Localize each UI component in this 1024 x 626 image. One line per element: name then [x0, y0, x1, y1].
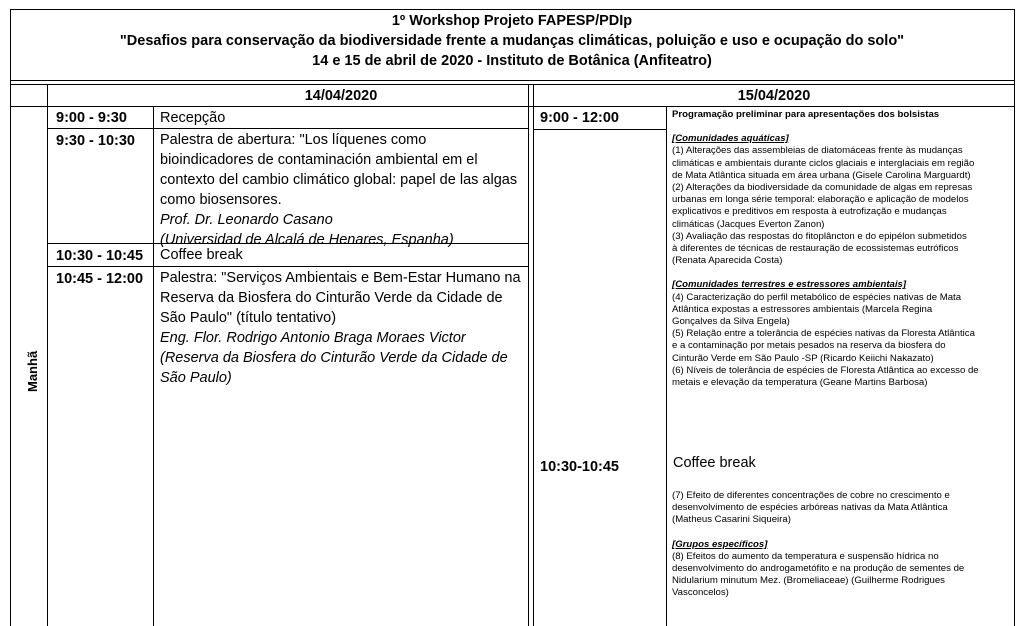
- program-line: (4) Caracterização do perfil metabólico de espécies nativas de Mata: [672, 291, 962, 303]
- day1-row2-activity: [160, 130, 517, 250]
- program-line: desenvolvimento de espécies arbóreas nativas da Mata Atlântica: [672, 502, 948, 514]
- speaker-name: Eng. Flor. Rodrigo Antonio Braga Moraes Victor: [160, 330, 466, 346]
- program-line: (5) Relação entre a tolerância de espécies nativas da Floresta Atlântica: [672, 328, 975, 340]
- program-line: explicativos e preditivos em resposta à eutrofização e mudanças: [672, 206, 947, 218]
- program-line: metais e elevação da temperatura (Geane Martins Barbosa): [672, 377, 928, 389]
- date-row-divider: [10, 106, 1015, 107]
- program-line: (1) Alterações das assembleias de diatomáceas frente às mudanças: [672, 145, 963, 157]
- program-line: (Renata Aparecida Costa): [672, 255, 783, 267]
- activity-line: contexto del cambio climático global: papel de las algas: [160, 172, 518, 188]
- header-divider-1: [10, 80, 1015, 81]
- program-line: Gonçalves da Silva Engela): [672, 316, 790, 328]
- program-line: climáticas (Jacques Everton Zanon): [672, 218, 825, 230]
- border-right: [1014, 9, 1015, 626]
- day2-coffee-break: Coffee break: [673, 455, 756, 471]
- day1-row4-time: 10:45 - 12:00: [56, 271, 144, 287]
- period-column-divider: [47, 84, 48, 626]
- activity-line: São Paulo" (título tentativo): [160, 310, 337, 326]
- workshop-title: 1º Workshop Projeto FAPESP/PDIp: [391, 13, 633, 29]
- workshop-subtitle: "Desafios para conservação da biodiversidade frente a mudanças climáticas, poluição e uso e ocupação do solo": [119, 33, 905, 49]
- program-line: desenvolvimento do androgametófito e na produção de sementes de: [672, 563, 965, 575]
- activity-line: Reserva da Biosfera do Cinturão Verde da Cidade de: [160, 290, 503, 306]
- group-heading: [Grupos específicos]: [672, 538, 768, 550]
- activity-line: como biosensores.: [160, 192, 282, 208]
- day1-row3-activity: [160, 245, 243, 265]
- program-line: Atlântica expostas a estressores ambientais (Marcela Regina: [672, 303, 933, 315]
- row-divider-1: [47, 128, 529, 129]
- program-line: (2) Alterações da biodiversidade da comunidade de algas em represas: [672, 182, 973, 194]
- program-line: Nidularium minutum Mez. (Bromeliaceae) (Guilherme Rodrigues: [672, 575, 945, 587]
- program-block-1: [672, 109, 1010, 389]
- day1-date: 14/04/2020: [304, 88, 378, 104]
- program-line: (8) Efeitos do aumento da temperatura e suspensão hídrica no: [672, 550, 939, 562]
- row-divider-4: [534, 129, 667, 130]
- program-line: de Mata Atlântica situada em área urbana (Gisele Carolina Marguardt): [672, 169, 971, 181]
- group-heading: [Comunidades terrestres e estressores ambientais]: [672, 279, 907, 291]
- program-line: urbanas em longa série temporal: elaboração e aplicação de modelos: [672, 194, 969, 206]
- day1-row3-time: 10:30 - 10:45: [56, 248, 144, 264]
- program-block-2: [672, 490, 1010, 600]
- program-line: (6) Níveis de tolerância de espécies de Floresta Atlântica ao excesso de: [672, 364, 979, 376]
- speaker-affiliation: (Universidad de Alcalá de Henares, Espanha): [160, 232, 454, 248]
- program-line: à diferentes de técnicas de restauração de ecossistemas eutróficos: [672, 243, 959, 255]
- row-divider-3: [47, 266, 529, 267]
- day2-time-column-divider: [666, 106, 667, 626]
- group-heading: [Comunidades aquáticas]: [672, 133, 789, 145]
- program-line: Vasconcelos): [672, 587, 729, 599]
- program-line: climáticas e ambientais durante ciclos glaciais e interglaciais em região: [672, 157, 975, 169]
- activity-line: Palestra: "Serviços Ambientais e Bem-Estar Humano na: [160, 270, 521, 286]
- activity-line: bioindicadores de contaminación ambiental em el: [160, 152, 478, 168]
- day-divider-1: [528, 84, 529, 626]
- program-line: e a contaminação por metais pesados na reserva da biosfera do: [672, 340, 946, 352]
- day1-row4-activity: [160, 268, 521, 388]
- activity-line: Coffee break: [160, 247, 243, 263]
- period-label: Manhã: [25, 350, 40, 392]
- day1-time-column-divider: [153, 106, 154, 626]
- border-top: [10, 9, 1015, 10]
- day2-time-1: 9:00 - 12:00: [540, 110, 619, 126]
- day1-row1-activity: [160, 108, 225, 128]
- program-line: (Matheus Casarini Siqueira): [672, 514, 791, 526]
- day1-row2-time: 9:30 - 10:30: [56, 133, 135, 149]
- header-divider-2: [10, 84, 1015, 85]
- activity-line: Palestra de abertura: "Los líquenes como: [160, 132, 427, 148]
- day-divider-2: [533, 84, 534, 626]
- border-left: [10, 9, 11, 626]
- speaker-affiliation: (Reserva da Biosfera do Cinturão Verde da Cidade de: [160, 350, 508, 366]
- speaker-affiliation: São Paulo): [160, 370, 232, 386]
- day2-date: 15/04/2020: [737, 88, 811, 104]
- program-line: (3) Avaliação das respostas do fitoplâncton e do epipélon submetidos: [672, 230, 967, 242]
- program-line: (7) Efeito de diferentes concentrações de cobre no crescimento e: [672, 490, 950, 501]
- activity-line: Recepção: [160, 110, 226, 126]
- program-title: Programação preliminar para apresentações dos bolsistas: [672, 109, 940, 120]
- day1-row1-time: 9:00 - 9:30: [56, 110, 127, 126]
- program-line: Cinturão Verde em São Paulo -SP (Ricardo Keiichi Nakazato): [672, 352, 934, 364]
- day2-time-2: 10:30-10:45: [540, 459, 619, 475]
- speaker-name: Prof. Dr. Leonardo Casano: [160, 212, 333, 228]
- workshop-date-venue: 14 e 15 de abril de 2020 - Instituto de Botânica (Anfiteatro): [312, 53, 712, 69]
